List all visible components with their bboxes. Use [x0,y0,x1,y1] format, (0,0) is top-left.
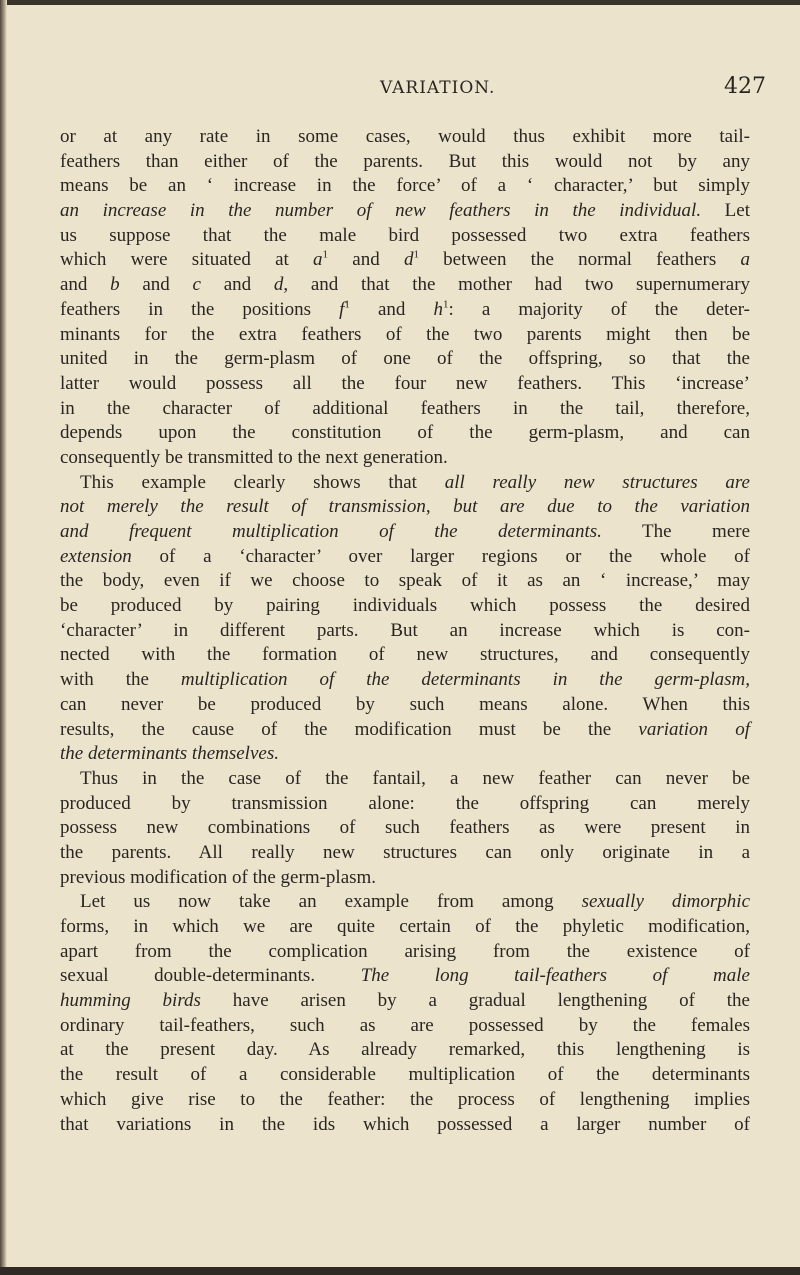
page-header [0,74,800,108]
text-line: nected with the formation of new structures, and consequently [60,644,750,666]
text-line: that variations in the ids which possessed a larger number of [60,1113,750,1135]
text-line: apart from the complication arising from the existence of [60,940,750,962]
page-number: 427 [724,74,766,99]
text-line: latter would possess all the four new feathers. This ‘increase’ [60,372,750,394]
body-text [60,125,750,1137]
scan-edge-left [0,0,7,1275]
scan-edge-top [0,0,800,5]
text-line: humming birds have arisen by a gradual lengthening of the [60,990,750,1012]
text-line: This example clearly shows that all really new structures are [80,471,750,493]
text-line: forms, in which we are quite certain of the phyletic modification, [60,916,750,937]
text-line: the determinants themselves. [60,743,279,765]
text-line: or at any rate in some cases, would thus exhibit more tail- [60,126,750,147]
text-line: not merely the result of transmission, but are due to the variation [60,496,750,518]
text-line: and frequent multiplication of the determinants. The mere [60,521,751,542]
text-line: feathers in the positions $f^1$ and $h^1$: a majority of the deter- [60,298,751,320]
text-line: results, the cause of the modification must be the variation of [60,718,750,740]
text-line: feathers than either of the parents. But this would not by any [60,150,750,172]
scan-edge-bottom [0,1267,800,1275]
text-line: united in the germ-plasm of one of the offspring, so that the [60,348,750,370]
text-line: in the character of additional feathers in the tail, therefore, [60,397,750,419]
text-line: with the multiplication of the determinants in the germ-plasm, [60,669,750,691]
text-line: the parents. All really new structures can only originate in a [60,841,750,863]
text-line: can never be produced by such means alone. When this [60,693,750,715]
text-line: an increase in the number of new feathers in the individual. Let [60,200,750,222]
text-line: produced by transmission alone: the offspring can merely [60,792,750,814]
text-line: at the present day. As already remarked, this lengthening is [60,1039,750,1061]
text-line: us suppose that the male bird possessed two extra feathers [60,224,750,246]
text-line: and b and c and d, and that the mother had two supernumerary [60,274,751,296]
text-line: ‘character’ in different parts. But an increase which is con- [60,619,750,641]
text-line: Let us now take an example from among sexually dimorphic [80,891,750,913]
text-line: which were situated at $a^1$ and $d^1$ between the normal feathers a [60,249,751,271]
text-line: means be an ‘ increase in the force’ of a ‘ character,’ but simply [60,175,750,197]
text-line: possess new combinations of such feathers as were present in [60,817,750,839]
running-head: VARIATION. [380,78,496,98]
text-line: which give rise to the feather: the process of lengthening implies [60,1088,750,1110]
text-line: previous modification of the germ-plasm. [60,866,377,888]
text-line: consequently be transmitted to the next generation. [60,446,448,468]
text-line: be produced by pairing individuals which possess the desired [60,595,750,617]
text-line: depends upon the constitution of the germ-plasm, and can [60,422,750,444]
text-line: the body, even if we choose to speak of it as an ‘ increase,’ may [60,570,750,592]
text-line: ordinary tail-feathers, such as are possessed by the females [60,1014,750,1036]
text-line: Thus in the case of the fantail, a new feather can never be [80,767,750,789]
text-line: sexual double-determinants. The long tail-feathers of male [60,965,750,987]
text-line: minants for the extra feathers of the two parents might then be [60,323,750,345]
text-line: the result of a considerable multiplication of the determinants [60,1064,750,1086]
text-line: extension of a ‘character’ over larger regions or the whole of [60,545,750,567]
